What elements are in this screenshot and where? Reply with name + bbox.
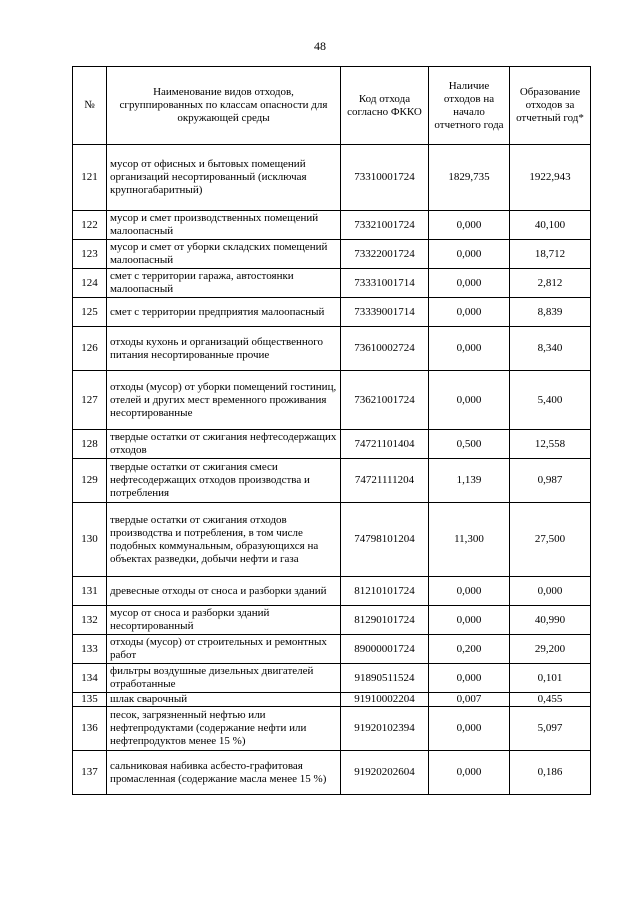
waste-name: фильтры воздушные дизельных двигателей отработанные (107, 664, 341, 693)
available-amount: 1829,735 (429, 145, 510, 211)
formed-amount: 8,839 (510, 298, 591, 327)
waste-code: 74798101204 (341, 503, 429, 577)
row-number: 137 (73, 751, 107, 795)
row-number: 134 (73, 664, 107, 693)
available-amount: 0,000 (429, 240, 510, 269)
formed-amount: 18,712 (510, 240, 591, 269)
waste-name: твердые остатки от сжигания смеси нефтесодержащих отходов производства и потребления (107, 459, 341, 503)
waste-name: отходы (мусор) от уборки помещений гостиниц, отелей и других мест временного проживания несортированные (107, 371, 341, 430)
available-amount: 0,000 (429, 751, 510, 795)
table-header-row (73, 67, 591, 145)
table-row (73, 503, 591, 577)
waste-code: 89000001724 (341, 635, 429, 664)
available-amount: 0,000 (429, 298, 510, 327)
row-number: 129 (73, 459, 107, 503)
waste-name: отходы (мусор) от строительных и ремонтных работ (107, 635, 341, 664)
table-row (73, 707, 591, 751)
table-row (73, 430, 591, 459)
waste-name: древесные отходы от сноса и разборки зданий (107, 577, 341, 606)
table-row (73, 211, 591, 240)
waste-name: отходы кухонь и организаций общественного питания несортированные прочие (107, 327, 341, 371)
waste-code: 81290101724 (341, 606, 429, 635)
waste-code: 73322001724 (341, 240, 429, 269)
waste-code: 74721111204 (341, 459, 429, 503)
table-body (73, 145, 591, 795)
header-formed: Образование отходов за отчетный год* (510, 67, 591, 145)
waste-code: 73621001724 (341, 371, 429, 430)
row-number: 135 (73, 693, 107, 707)
row-number: 131 (73, 577, 107, 606)
formed-amount: 1922,943 (510, 145, 591, 211)
table-row (73, 606, 591, 635)
waste-code: 91920202604 (341, 751, 429, 795)
waste-code: 73610002724 (341, 327, 429, 371)
header-available: Наличие отходов на начало отчетного года (429, 67, 510, 145)
row-number: 121 (73, 145, 107, 211)
available-amount: 0,007 (429, 693, 510, 707)
waste-code: 91920102394 (341, 707, 429, 751)
formed-amount: 40,100 (510, 211, 591, 240)
waste-name: смет с территории предприятия малоопасный (107, 298, 341, 327)
waste-code: 81210101724 (341, 577, 429, 606)
formed-amount: 0,455 (510, 693, 591, 707)
formed-amount: 2,812 (510, 269, 591, 298)
waste-name: шлак сварочный (107, 693, 341, 707)
table-row (73, 577, 591, 606)
formed-amount: 0,186 (510, 751, 591, 795)
table-row (73, 298, 591, 327)
available-amount: 0,000 (429, 269, 510, 298)
formed-amount: 27,500 (510, 503, 591, 577)
formed-amount: 0,000 (510, 577, 591, 606)
table-row (73, 751, 591, 795)
available-amount: 0,000 (429, 707, 510, 751)
table-row (73, 635, 591, 664)
table-row (73, 327, 591, 371)
formed-amount: 0,987 (510, 459, 591, 503)
table-row (73, 240, 591, 269)
waste-name: мусор и смет от уборки складских помещений малоопасный (107, 240, 341, 269)
waste-code: 73310001724 (341, 145, 429, 211)
waste-code: 91890511524 (341, 664, 429, 693)
waste-code: 74721101404 (341, 430, 429, 459)
available-amount: 0,000 (429, 327, 510, 371)
waste-name: мусор и смет производственных помещений малоопасный (107, 211, 341, 240)
table-row (73, 459, 591, 503)
table-row (73, 693, 591, 707)
table-row (73, 371, 591, 430)
row-number: 130 (73, 503, 107, 577)
row-number: 132 (73, 606, 107, 635)
formed-amount: 40,990 (510, 606, 591, 635)
formed-amount: 29,200 (510, 635, 591, 664)
waste-name: мусор от сноса и разборки зданий несортированный (107, 606, 341, 635)
row-number: 122 (73, 211, 107, 240)
row-number: 133 (73, 635, 107, 664)
waste-table (72, 66, 591, 795)
row-number: 136 (73, 707, 107, 751)
available-amount: 0,200 (429, 635, 510, 664)
row-number: 125 (73, 298, 107, 327)
row-number: 128 (73, 430, 107, 459)
waste-name: песок, загрязненный нефтью или нефтепродуктами (содержание нефти или нефтепродуктов менее 15 %) (107, 707, 341, 751)
header-code: Код отхода согласно ФККО (341, 67, 429, 145)
available-amount: 0,000 (429, 577, 510, 606)
waste-name: мусор от офисных и бытовых помещений организаций несортированный (исключая крупногабаритный) (107, 145, 341, 211)
row-number: 126 (73, 327, 107, 371)
formed-amount: 5,400 (510, 371, 591, 430)
available-amount: 0,000 (429, 371, 510, 430)
row-number: 123 (73, 240, 107, 269)
waste-code: 73321001724 (341, 211, 429, 240)
formed-amount: 0,101 (510, 664, 591, 693)
available-amount: 0,000 (429, 606, 510, 635)
header-num: № (73, 67, 107, 145)
waste-name: твердые остатки от сжигания нефтесодержащих отходов (107, 430, 341, 459)
page-number: 48 (314, 39, 326, 53)
waste-name: смет с территории гаража, автостоянки малоопасный (107, 269, 341, 298)
table-row (73, 664, 591, 693)
formed-amount: 5,097 (510, 707, 591, 751)
waste-code: 73331001714 (341, 269, 429, 298)
row-number: 127 (73, 371, 107, 430)
waste-name: твердые остатки от сжигания отходов производства и потребления, в том числе подобных коммунальным, образующихся на объектах разведки, добычи нефти и газа (107, 503, 341, 577)
waste-code: 73339001714 (341, 298, 429, 327)
available-amount: 11,300 (429, 503, 510, 577)
table-row (73, 269, 591, 298)
row-number: 124 (73, 269, 107, 298)
waste-name: сальниковая набивка асбесто-графитовая промасленная (содержание масла менее 15 %) (107, 751, 341, 795)
available-amount: 1,139 (429, 459, 510, 503)
table-row (73, 145, 591, 211)
available-amount: 0,500 (429, 430, 510, 459)
header-name: Наименование видов отходов, сгруппированных по классам опасности для окружающей среды (107, 67, 341, 145)
formed-amount: 8,340 (510, 327, 591, 371)
available-amount: 0,000 (429, 211, 510, 240)
waste-code: 91910002204 (341, 693, 429, 707)
available-amount: 0,000 (429, 664, 510, 693)
formed-amount: 12,558 (510, 430, 591, 459)
